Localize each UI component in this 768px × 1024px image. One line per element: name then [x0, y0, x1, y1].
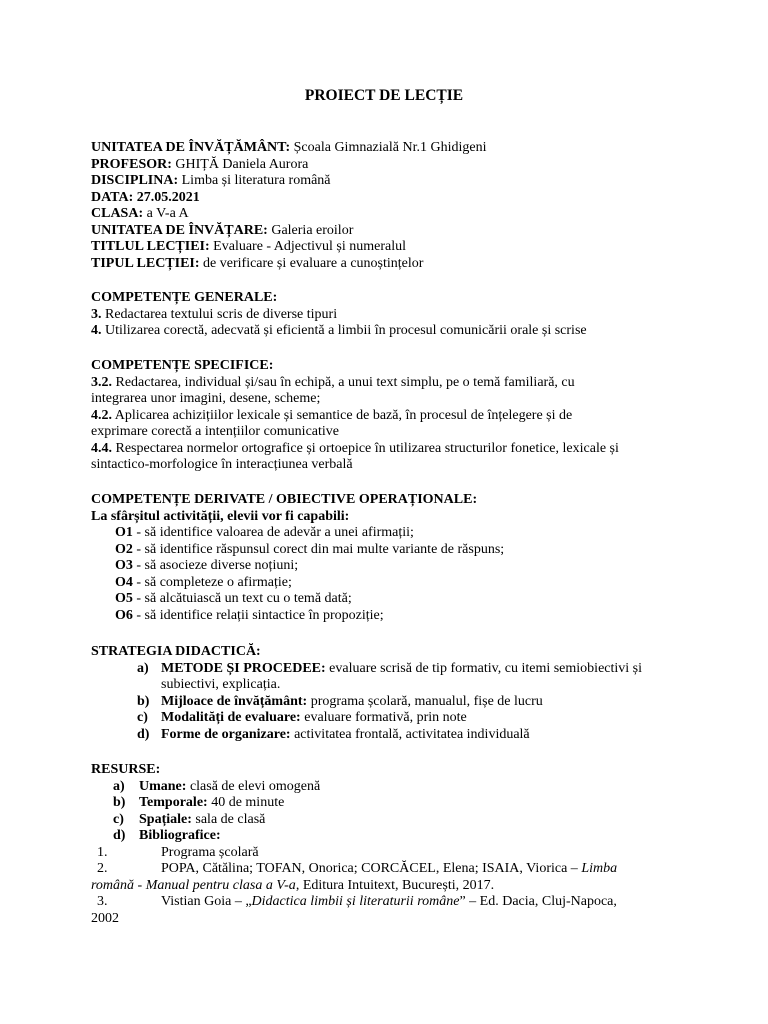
bibliography-item: 2. POPA, Cătălina; TOFAN, Onorica; CORCĂCEL, Elena; ISAIA, Viorica – Limba: [97, 861, 618, 876]
resource-item: b) Temporale: 40 de minute: [113, 795, 285, 810]
list-item-cont: sintactico-morfologice în interacțiunea verbală: [91, 457, 353, 472]
section-heading: COMPETENȚE DERIVATE / OBIECTIVE OPERAȚIONALE:: [91, 492, 478, 507]
objective-item: O4 - să completeze o afirmație;: [115, 574, 292, 590]
specific-competences: [91, 358, 691, 474]
list-item-cont: exprimare corectă a intențiilor comunicative: [91, 424, 339, 439]
list-item: 3. Redactarea textului scris de diverse tipuri: [91, 306, 338, 322]
list-item-cont: integrarea unor imagini, desene, scheme;: [91, 391, 321, 406]
section-heading: COMPETENȚE GENERALE:: [91, 290, 278, 305]
header-class: CLASA: a V-a A: [91, 206, 189, 221]
page-title: PROIECT DE LECȚIE: [304, 87, 464, 104]
bibliography-item-cont: 2002: [91, 910, 119, 926]
bibliography-item: 3. Vistian Goia – „Didactica limbii și literaturii române” – Ed. Dacia, Cluj-Napoca,: [97, 894, 617, 909]
resource-item: d) Bibliografice:: [113, 828, 221, 843]
strategy-item: b) Mijloace de învățământ: programa școlară, manualul, fișe de lucru: [137, 693, 543, 709]
header-lesson-title: TITLUL LECȚIEI: Evaluare - Adjectivul și numeralul: [91, 239, 406, 254]
objective-item: O6 - să identifice relații sintactice în propoziție;: [115, 607, 384, 623]
general-competences: [91, 290, 691, 340]
header-lesson-type: TIPUL LECȚIEI: de verificare și evaluare a cunoștințelor: [91, 255, 424, 271]
header-date: DATA: 27.05.2021: [91, 189, 200, 205]
objective-item: O2 - să identifice răspunsul corect din mai multe variante de răspuns;: [115, 541, 505, 557]
header-discipline: DISCIPLINA: Limba și literatura română: [91, 173, 331, 188]
bibliography: [91, 845, 691, 928]
operational-objectives: [91, 492, 691, 624]
header-school: UNITATEA DE ÎNVĂȚĂMÂNT: Școala Gimnazială Nr.1 Ghidigeni: [91, 140, 487, 155]
bibliography-item: 1. Programa școlară: [97, 844, 259, 860]
section-heading: RESURSE:: [91, 762, 161, 777]
objective-item: O1 - să identifice valoarea de adevăr a unei afirmații;: [115, 525, 414, 540]
objectives-intro: La sfârșitul activității, elevii vor fi capabili:: [91, 508, 350, 524]
list-item: 4.2. Aplicarea achizițiilor lexicale și semantice de bază, în procesul de înțelegere și de: [91, 407, 573, 423]
strategy-item: a) METODE ȘI PROCEDEE: evaluare scrisă de tip formativ, cu itemi semiobiectivi și subiectivi, explicația.: [137, 660, 642, 692]
resource-item: a) Umane: clasă de elevi omogenă: [113, 778, 321, 794]
header-teacher: PROFESOR: GHIȚĂ Daniela Aurora: [91, 156, 309, 172]
strategy-item: c) Modalități de evaluare: evaluare formativă, prin note: [137, 710, 467, 725]
section-heading: STRATEGIA DIDACTICĂ:: [91, 644, 261, 659]
bibliography-item-cont: română - Manual pentru clasa a V-a, Editura Intuitext, București, 2017.: [91, 877, 495, 893]
list-item: 3.2. Redactarea, individual și/sau în echipă, a unui text simplu, pe o temă familiară, cu: [91, 374, 575, 390]
section-heading: COMPETENȚE SPECIFICE:: [91, 358, 274, 373]
didactic-strategy: [91, 644, 691, 743]
objective-item: O3 - să asocieze diverse noțiuni;: [115, 558, 299, 573]
strategy-item: d) Forme de organizare: activitatea frontală, activitatea individuală: [137, 726, 530, 742]
header-unit: UNITATEA DE ÎNVĂȚARE: Galeria eroilor: [91, 222, 354, 238]
list-item: 4.4. Respectarea normelor ortografice și ortoepice în utilizarea structurilor fonetice, lexicale și: [91, 440, 619, 456]
objective-item: O5 - să alcătuiască un text cu o temă dată;: [115, 591, 352, 606]
lesson-header: [91, 140, 691, 272]
list-item: 4. Utilizarea corectă, adecvată și eficientă a limbii în procesul comunicării orale și scrise: [91, 323, 587, 338]
resources: [91, 762, 691, 927]
resource-item: c) Spațiale: sala de clasă: [113, 811, 266, 827]
